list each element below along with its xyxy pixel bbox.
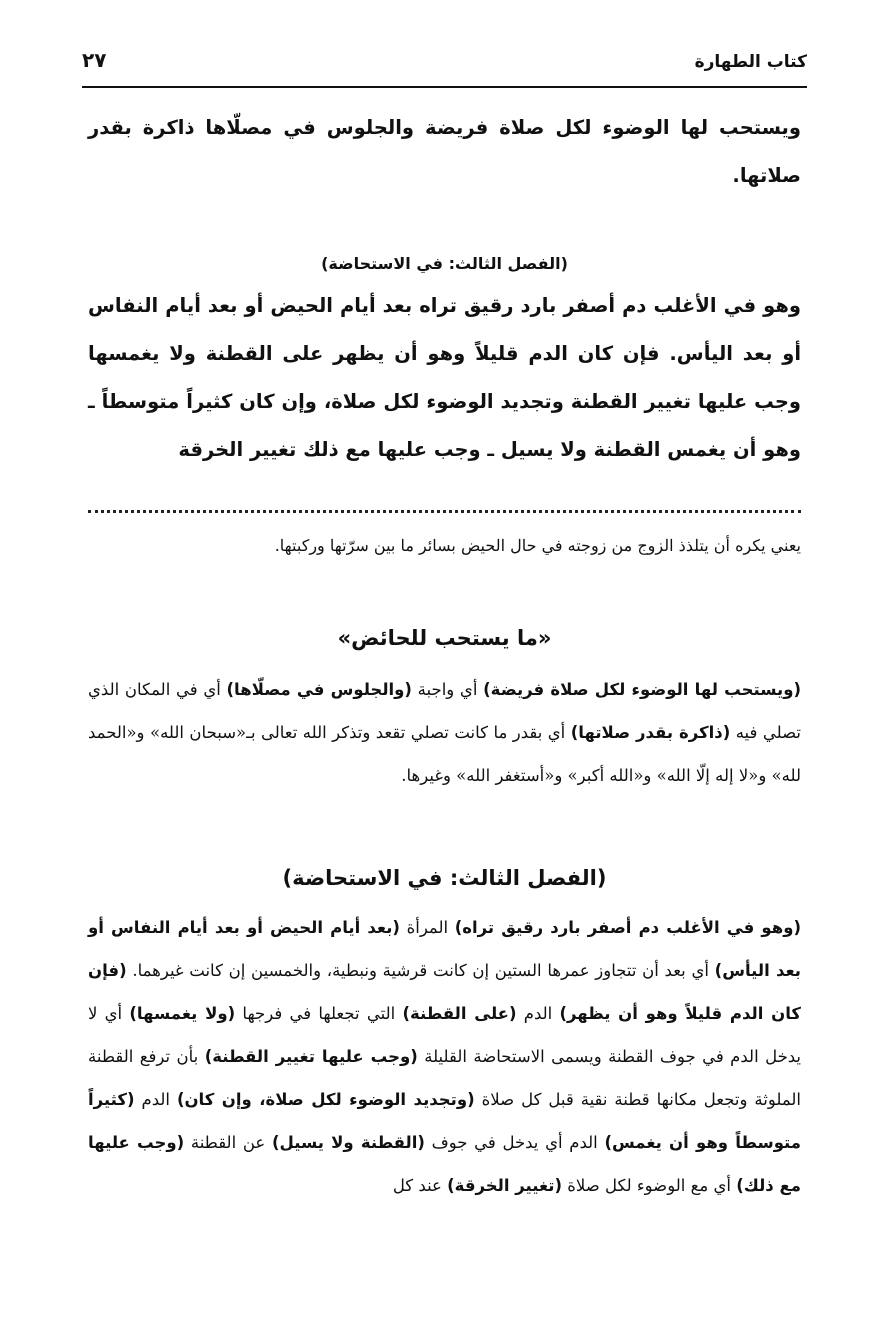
page-number: ٢٧ <box>82 48 107 72</box>
footnote-separator <box>88 496 801 513</box>
section-heading-istihada: (الفصل الثالث: في الاستحاضة) <box>321 254 568 273</box>
commentary-paragraph-1 <box>88 668 801 797</box>
commentary-text: الدم <box>516 1004 560 1023</box>
running-title: كتاب الطهارة <box>694 52 807 72</box>
commentary-heading-menstruating: «ما يستحب للحائض» <box>337 626 552 650</box>
matn-top-paragraph: ويستحب لها الوضوء لكل صلاة فريضة والجلوس في مصلّاها ذاكرة بقدر صلاتها. <box>88 116 801 187</box>
commentary-text: التي تجعلها في فرجها <box>235 1004 403 1023</box>
quoted-matn: (وجب عليها تغيير القطنة) <box>204 1047 418 1066</box>
quoted-matn: (وهو في الأغلب دم أصفر بارد رقيق تراه) <box>454 918 801 937</box>
quoted-matn: (كثيراً متوسطاً وهو أن يغمس) <box>88 1090 801 1152</box>
commentary-text: بأن ترفع القطنة الملوثة وتجعل مكانها قطنة نقية قبل كل صلاة <box>88 1047 801 1109</box>
commentary-heading-istihada: (الفصل الثالث: في الاستحاضة) <box>282 866 607 890</box>
commentary-paragraph-2 <box>88 906 801 1207</box>
commentary-text: المرأة <box>399 918 455 937</box>
commentary-text: أي بقدر ما كانت تصلي تقعد وتذكر الله تعالى بـ«سبحان الله» و«الحمد لله» و«لا إله إلّا الله» و«الله أكبر» و«أستغفر الله» وغيرها. <box>88 723 801 785</box>
quoted-matn: (وجب عليها مع ذلك) <box>88 1133 801 1195</box>
commentary-text: الدم <box>134 1090 177 1109</box>
commentary-text: أي مع الوضوء لكل صلاة <box>562 1176 737 1195</box>
quoted-matn: (بعد أيام الحيض أو بعد أيام النفاس أو بعد اليأس) <box>88 918 801 980</box>
quoted-matn: (ولا يغمسها) <box>129 1004 236 1023</box>
quoted-matn: (ويستحب لها الوضوء لكل صلاة فريضة) <box>483 680 801 699</box>
quoted-matn: (والجلوس في مصلّاها) <box>226 680 412 699</box>
quoted-matn: (وتجديد الوضوء لكل صلاة، وإن كان) <box>176 1090 475 1109</box>
page-header <box>82 46 807 88</box>
quoted-matn: (ذاكرة بقدر صلاتها) <box>570 723 731 742</box>
quoted-matn: (فإن كان الدم قليلاً وهو أن يظهر) <box>88 961 801 1023</box>
quoted-matn: (على القطنة) <box>402 1004 517 1023</box>
commentary-text: الدم أي يدخل في جوف <box>424 1133 605 1152</box>
commentary-text: عن القطنة <box>184 1133 272 1152</box>
commentary-text: أي واجبة <box>411 680 484 699</box>
footnote-text: يعني يكره أن يتلذذ الزوج من زوجته في حال الحيض بسائر ما بين سرّتها وركبتها. <box>274 536 801 555</box>
quoted-matn: (تغيير الخرقة) <box>447 1176 563 1195</box>
matn-istihada-paragraph: وهو في الأغلب دم أصفر بارد رقيق تراه بعد أيام الحيض أو بعد أيام النفاس أو بعد اليأس. فإن كان الدم قليلاً وهو أن يظهر على القطنة ولا يغمسها وجب عليها تغيير القطنة وتجديد الوضوء لكل صلاة، وإن كان كثيراً متوسطاً ـ وهو أن يغمس القطنة ولا يسيل ـ وجب عليها مع ذلك تغيير الخرقة <box>88 294 801 461</box>
commentary-text: عند كل <box>392 1176 448 1195</box>
quoted-matn: (القطنة ولا يسيل) <box>271 1133 425 1152</box>
commentary-text: أي في المكان الذي تصلي فيه <box>88 680 801 742</box>
commentary-text: أي بعد أن تتجاوز عمرها الستين إن كانت قرشية ونبطية، والخمسين إن كانت غيرهما. <box>126 961 715 980</box>
commentary-text: أي لا يدخل الدم في جوف القطنة ويسمى الاستحاضة القليلة <box>88 1004 802 1066</box>
